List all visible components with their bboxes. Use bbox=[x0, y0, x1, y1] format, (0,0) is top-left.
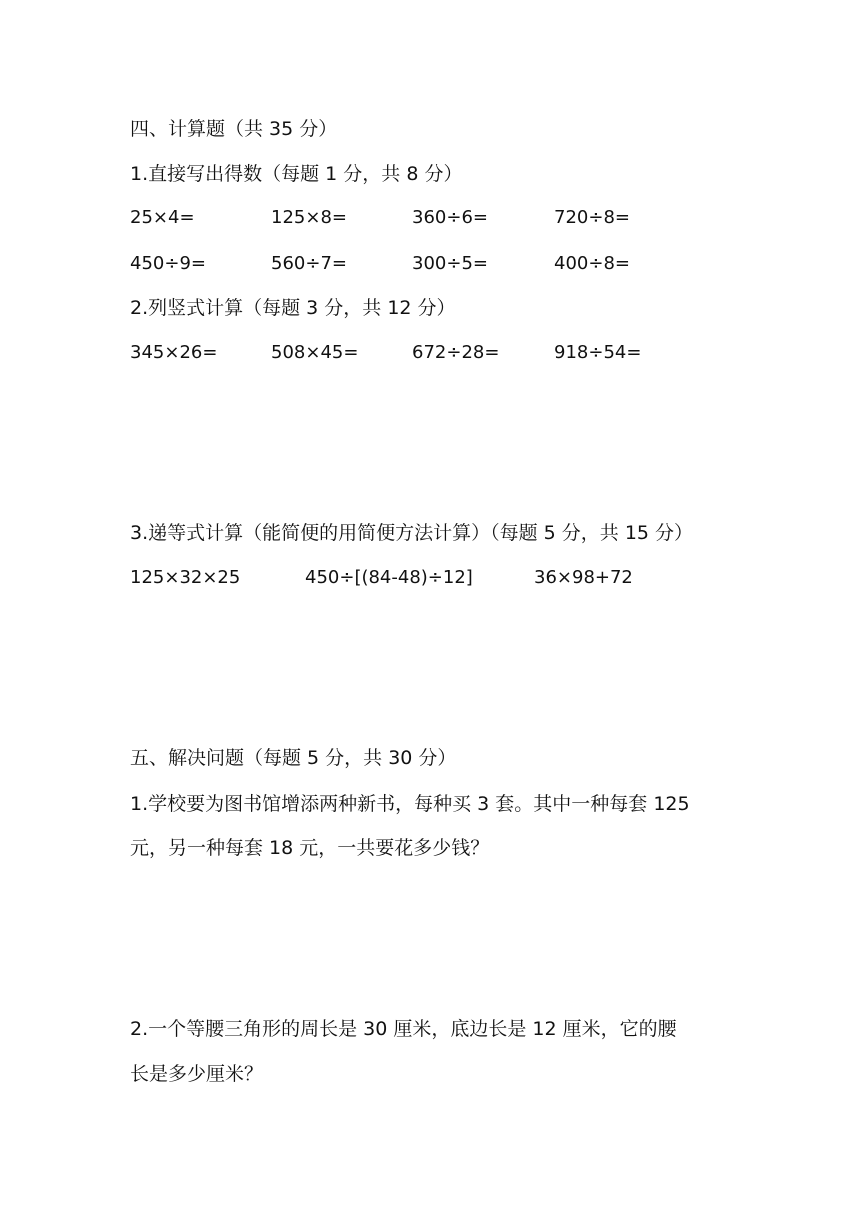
q1-item: 125×8= bbox=[271, 207, 347, 228]
q1-item: 400÷8= bbox=[554, 253, 630, 274]
problem-1-line-1: 1.学校要为图书馆增添两种新书，每种买 3 套。其中一种每套 125 bbox=[130, 793, 690, 815]
section-5-title: 五、解决问题（每题 5 分，共 30 分） bbox=[130, 747, 457, 769]
q1-item: 720÷8= bbox=[554, 207, 630, 228]
q1-item: 450÷9= bbox=[130, 253, 206, 274]
question-3-heading: 3.递等式计算（能简便的用简便方法计算）（每题 5 分，共 15 分） bbox=[130, 522, 694, 544]
q1-item: 25×4= bbox=[130, 207, 195, 228]
q2-row-1 bbox=[0, 341, 860, 365]
q2-item: 508×45= bbox=[271, 342, 359, 363]
q1-row-1 bbox=[0, 206, 860, 230]
q2-item: 672÷28= bbox=[412, 342, 500, 363]
q1-item: 560÷7= bbox=[271, 253, 347, 274]
q2-item: 345×26= bbox=[130, 342, 218, 363]
q3-item: 36×98+72 bbox=[534, 567, 633, 588]
section-4-title: 四、计算题（共 35 分） bbox=[130, 118, 338, 140]
q1-item: 300÷5= bbox=[412, 253, 488, 274]
q1-item: 360÷6= bbox=[412, 207, 488, 228]
q3-item: 125×32×25 bbox=[130, 567, 241, 588]
q1-row-2 bbox=[0, 252, 860, 276]
problem-2-line-2: 长是多少厘米？ bbox=[130, 1063, 264, 1085]
q2-item: 918÷54= bbox=[554, 342, 642, 363]
problem-2-line-1: 2.一个等腰三角形的周长是 30 厘米，底边长是 12 厘米，它的腰 bbox=[130, 1018, 677, 1040]
question-1-heading: 1.直接写出得数（每题 1 分，共 8 分） bbox=[130, 163, 463, 185]
q3-row-1 bbox=[0, 566, 860, 590]
problem-1-line-2: 元，另一种每套 18 元，一共要花多少钱？ bbox=[130, 837, 490, 859]
question-2-heading: 2.列竖式计算（每题 3 分，共 12 分） bbox=[130, 297, 456, 319]
q3-item: 450÷[(84-48)÷12] bbox=[305, 567, 473, 588]
